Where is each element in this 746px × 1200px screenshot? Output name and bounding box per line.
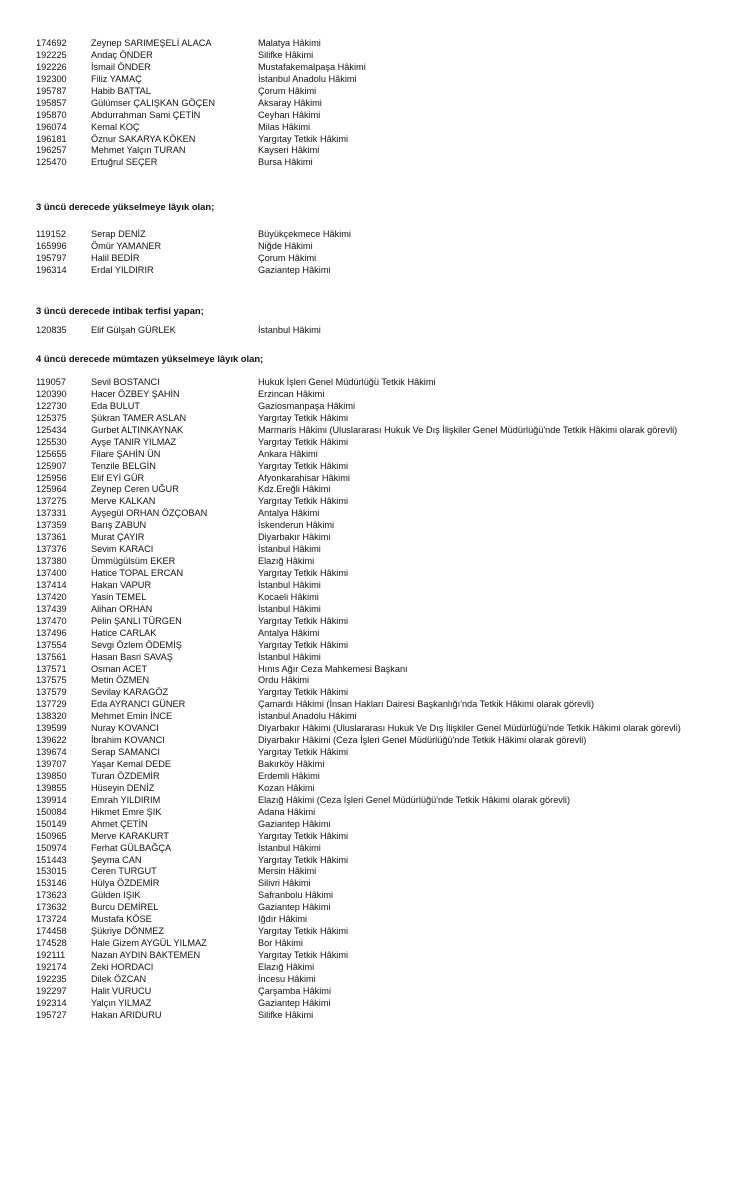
person-name: Hasan Basri SAVAŞ bbox=[91, 651, 173, 662]
list-item bbox=[36, 938, 736, 950]
assigned-post: Diyarbakır Hâkimi (Uluslararası Hukuk Ve Dış İlişkiler Genel Müdürlüğü'nde Tetkik Hâkimi olarak görevli) bbox=[258, 723, 681, 734]
assigned-post: Ordu Hâkimi bbox=[258, 675, 310, 686]
registry-number: 195870 bbox=[36, 109, 67, 120]
assigned-post: İstanbul Hâkimi bbox=[258, 603, 321, 614]
list-item bbox=[36, 843, 736, 855]
list-item bbox=[36, 496, 736, 508]
assigned-post: Bursa Hâkimi bbox=[258, 157, 313, 168]
list-item bbox=[36, 675, 736, 687]
person-name: Gülden IŞIK bbox=[91, 890, 141, 901]
assigned-post: Elazığ Hâkimi (Ceza İşleri Genel Müdürlüğü'nde Tetkik Hâkimi olarak görevli) bbox=[258, 794, 571, 805]
list-item bbox=[36, 974, 736, 986]
person-name: Merve KALKAN bbox=[91, 496, 156, 507]
person-name: Ceren TURGUT bbox=[91, 866, 157, 877]
list-item bbox=[36, 484, 736, 496]
registry-number: 174528 bbox=[36, 938, 67, 949]
assigned-post: Çorum Hâkimi bbox=[258, 85, 317, 96]
assigned-post: Silivri Hâkimi bbox=[258, 878, 311, 889]
person-name: Halit VURUCU bbox=[91, 985, 152, 996]
list-item bbox=[36, 902, 736, 914]
list-item bbox=[36, 819, 736, 831]
assigned-post: Elazığ Hâkimi bbox=[258, 961, 315, 972]
registry-number: 150084 bbox=[36, 806, 67, 817]
registry-number: 151443 bbox=[36, 854, 67, 865]
assigned-post: Diyarbakır Hâkimi bbox=[258, 532, 331, 543]
person-name: Andaç ÖNDER bbox=[91, 49, 153, 60]
assigned-post: Büyükçekmece Hâkimi bbox=[258, 229, 351, 239]
list-item bbox=[36, 556, 736, 568]
person-name: Hacer ÖZBEY ŞAHİN bbox=[91, 388, 180, 399]
list-item bbox=[36, 265, 736, 277]
registry-number: 173724 bbox=[36, 914, 67, 925]
list-item bbox=[36, 50, 736, 62]
assigned-post: Mersin Hâkimi bbox=[258, 866, 317, 877]
registry-number: 139622 bbox=[36, 735, 67, 746]
list-item bbox=[36, 986, 736, 998]
registry-number: 196181 bbox=[36, 133, 67, 144]
assigned-post: Yargıtay Tetkik Hâkimi bbox=[258, 687, 349, 698]
list-item bbox=[36, 926, 736, 938]
person-name: Hülya ÖZDEMİR bbox=[91, 878, 160, 889]
registry-number: 196074 bbox=[36, 121, 67, 132]
person-name: Mustafa KÖSE bbox=[91, 914, 152, 925]
person-name: Eda AYRANCI GÜNER bbox=[91, 699, 186, 710]
list-item bbox=[36, 389, 736, 401]
registry-number: 165996 bbox=[36, 240, 67, 251]
registry-number: 137380 bbox=[36, 556, 67, 567]
assigned-post: İstanbul Anadolu Hâkimi bbox=[258, 711, 357, 722]
assigned-post: Yargıtay Tetkik Hâkimi bbox=[258, 950, 349, 960]
assigned-post: İstanbul Hâkimi bbox=[258, 325, 321, 335]
assigned-post: İstanbul Hâkimi bbox=[258, 651, 321, 662]
person-name: Elif EYİ GÜR bbox=[91, 472, 145, 483]
registry-number: 139914 bbox=[36, 794, 67, 805]
person-name: Serap SAMANCI bbox=[91, 747, 160, 758]
list-item bbox=[36, 699, 736, 711]
assigned-post: Erzincan Hâkimi bbox=[258, 388, 325, 399]
list-item bbox=[36, 890, 736, 902]
registry-number: 125964 bbox=[36, 484, 67, 495]
registry-number: 137376 bbox=[36, 544, 67, 555]
person-name: Öznur SAKARYA KÖKEN bbox=[91, 133, 196, 144]
registry-number: 125655 bbox=[36, 448, 67, 459]
person-name: İsmail ÖNDER bbox=[91, 61, 151, 72]
person-name: Hatice CARLAK bbox=[91, 627, 157, 638]
list-item bbox=[36, 461, 736, 473]
assigned-post: Mustafakemalpaşa Hâkimi bbox=[258, 61, 366, 72]
registry-number: 137361 bbox=[36, 532, 67, 543]
registry-number: 137400 bbox=[36, 568, 67, 578]
section-heading-mumtazen: 4 üncü derecede mümtazen yükselmeye lâyık olan; bbox=[36, 353, 264, 364]
list-item bbox=[36, 711, 736, 723]
person-name: Hikmet Emre ŞIK bbox=[91, 806, 162, 817]
list-item bbox=[36, 652, 736, 664]
assigned-post: İstanbul Hâkimi bbox=[258, 579, 321, 590]
person-name: Turan ÖZDEMİR bbox=[91, 770, 160, 781]
registry-number: 192226 bbox=[36, 61, 67, 72]
list-group-3 bbox=[36, 325, 736, 337]
registry-number: 192235 bbox=[36, 973, 67, 984]
person-name: Ayşe TANIR YILMAZ bbox=[91, 436, 177, 447]
person-name: Sevil BOSTANCI bbox=[91, 377, 160, 387]
person-name: Sevgi Özlem ÖDEMİŞ bbox=[91, 639, 182, 650]
registry-number: 119057 bbox=[36, 377, 66, 387]
registry-number: 137579 bbox=[36, 687, 67, 698]
person-name: Zeki HORDACI bbox=[91, 961, 154, 972]
registry-number: 173632 bbox=[36, 902, 67, 913]
assigned-post: Yargıtay Tetkik Hâkimi bbox=[258, 133, 349, 144]
registry-number: 137470 bbox=[36, 615, 67, 626]
assigned-post: İstanbul Hâkimi bbox=[258, 544, 321, 555]
person-name: Serap DENİZ bbox=[91, 229, 146, 239]
person-name: Emrah YILDIRIM bbox=[91, 794, 161, 805]
assigned-post: İstanbul Hâkimi bbox=[258, 842, 321, 853]
person-name: Şeyma CAN bbox=[91, 854, 142, 865]
assigned-post: Antalya Hâkimi bbox=[258, 627, 320, 638]
person-name: Habib BATTAL bbox=[91, 85, 151, 96]
assigned-post: Iğdır Hâkimi bbox=[258, 914, 308, 925]
person-name: Gülümser ÇALIŞKAN GÖÇEN bbox=[91, 97, 216, 108]
person-name: Erdal YILDIRIR bbox=[91, 264, 154, 275]
assigned-post: Çamardı Hâkimi (İnsan Hakları Dairesi Başkanlığı'nda Tetkik Hâkimi olarak görevli) bbox=[258, 699, 595, 710]
list-item bbox=[36, 1010, 736, 1022]
list-item bbox=[36, 425, 736, 437]
assigned-post: Milas Hâkimi bbox=[258, 121, 311, 132]
person-name: Ferhat GÜLBAĞÇA bbox=[91, 842, 172, 853]
person-name: Yasin TEMEL bbox=[91, 591, 147, 602]
list-item bbox=[36, 544, 736, 556]
person-name: Dilek ÖZCAN bbox=[91, 973, 147, 984]
registry-number: 174692 bbox=[36, 38, 67, 48]
person-name: Yalçın YILMAZ bbox=[91, 997, 152, 1008]
registry-number: 137359 bbox=[36, 520, 67, 531]
list-item bbox=[36, 38, 736, 50]
registry-number: 192300 bbox=[36, 73, 67, 84]
registry-number: 195797 bbox=[36, 252, 67, 263]
registry-number: 137331 bbox=[36, 508, 67, 519]
list-item bbox=[36, 229, 736, 241]
list-item bbox=[36, 616, 736, 628]
person-name: Metin ÖZMEN bbox=[91, 675, 150, 686]
registry-number: 153015 bbox=[36, 866, 67, 877]
person-name: Elif Gülşah GÜRLEK bbox=[91, 325, 176, 335]
section-heading-yukselme: 3 üncü derecede yükselmeye lâyık olan; bbox=[36, 201, 215, 212]
assigned-post: Yargıtay Tetkik Hâkimi bbox=[258, 436, 349, 447]
list-item bbox=[36, 98, 736, 110]
person-name: Sevilay KARAGÖZ bbox=[91, 687, 169, 698]
assigned-post: Safranbolu Hâkimi bbox=[258, 890, 334, 901]
list-item bbox=[36, 401, 736, 413]
person-name: Hakan ARIDURU bbox=[91, 1009, 162, 1020]
list-item bbox=[36, 377, 736, 389]
list-item bbox=[36, 325, 736, 337]
assigned-post: Silifke Hâkimi bbox=[258, 1009, 314, 1020]
registry-number: 150974 bbox=[36, 842, 67, 853]
person-name: Gurbet ALTINKAYNAK bbox=[91, 424, 184, 435]
assigned-post: Antalya Hâkimi bbox=[258, 508, 320, 519]
person-name: Hüseyin DENİZ bbox=[91, 782, 155, 793]
assigned-post: Ceyhan Hâkimi bbox=[258, 109, 321, 120]
assigned-post: Yargıtay Tetkik Hâkimi bbox=[258, 854, 349, 865]
list-item bbox=[36, 807, 736, 819]
section-heading-intibak: 3 üncü derecede intibak terfisi yapan; bbox=[36, 305, 204, 316]
assigned-post: Erdemli Hâkimi bbox=[258, 770, 320, 781]
assigned-post: Kdz.Ereğli Hâkimi bbox=[258, 484, 331, 495]
person-name: Abdurrahman Sami ÇETİN bbox=[91, 109, 201, 120]
assigned-post: Yargıtay Tetkik Hâkimi bbox=[258, 639, 349, 650]
registry-number: 195857 bbox=[36, 97, 67, 108]
registry-number: 137575 bbox=[36, 675, 67, 686]
list-item bbox=[36, 831, 736, 843]
registry-number: 139855 bbox=[36, 782, 67, 793]
person-name: Alihan ORHAN bbox=[91, 603, 153, 614]
registry-number: 120390 bbox=[36, 388, 67, 399]
assigned-post: Kozan Hâkimi bbox=[258, 782, 315, 793]
list-item bbox=[36, 640, 736, 652]
registry-number: 192297 bbox=[36, 985, 67, 996]
list-group-1 bbox=[36, 38, 736, 169]
registry-number: 192225 bbox=[36, 49, 67, 60]
registry-number: 137496 bbox=[36, 627, 67, 638]
person-name: Şükriye DÖNMEZ bbox=[91, 926, 164, 937]
list-item bbox=[36, 950, 736, 962]
list-item bbox=[36, 747, 736, 759]
person-name: Kemal KOÇ bbox=[91, 121, 140, 132]
person-name: Merve KARAKURT bbox=[91, 830, 169, 841]
list-item bbox=[36, 253, 736, 265]
person-name: Filare ŞAHİN ÜN bbox=[91, 448, 161, 459]
person-name: Barış ZABUN bbox=[91, 520, 147, 531]
registry-number: 120835 bbox=[36, 325, 67, 335]
assigned-post: Ankara Hâkimi bbox=[258, 448, 318, 459]
list-item bbox=[36, 145, 736, 157]
registry-number: 195727 bbox=[36, 1009, 67, 1020]
registry-number: 137439 bbox=[36, 603, 67, 614]
list-item bbox=[36, 878, 736, 890]
registry-number: 125375 bbox=[36, 412, 67, 423]
person-name: Filiz YAMAÇ bbox=[91, 73, 142, 84]
list-item bbox=[36, 795, 736, 807]
list-item bbox=[36, 628, 736, 640]
list-item bbox=[36, 580, 736, 592]
assigned-post: Hınıs Ağır Ceza Mahkemesi Başkanı bbox=[258, 663, 408, 674]
assigned-post: İskenderun Hâkimi bbox=[258, 520, 335, 531]
person-name: Murat ÇAYIR bbox=[91, 532, 145, 543]
list-item bbox=[36, 449, 736, 461]
person-name: Şükran TAMER ASLAN bbox=[91, 412, 187, 423]
person-name: Mehmet Emin İNCE bbox=[91, 711, 173, 722]
assigned-post: Gaziantep Hâkimi bbox=[258, 264, 331, 275]
registry-number: 196257 bbox=[36, 145, 67, 156]
registry-number: 138320 bbox=[36, 711, 67, 722]
assigned-post: Malatya Hâkimi bbox=[258, 38, 321, 48]
list-item bbox=[36, 86, 736, 98]
list-item bbox=[36, 122, 736, 134]
person-name: Yaşar Kemal DEDE bbox=[91, 759, 171, 769]
registry-number: 125470 bbox=[36, 157, 67, 168]
registry-number: 192111 bbox=[36, 950, 66, 960]
person-name: Hale Gizem AYGÜL YILMAZ bbox=[91, 938, 207, 949]
assigned-post: Çarşamba Hâkimi bbox=[258, 985, 332, 996]
list-item bbox=[36, 520, 736, 532]
list-item bbox=[36, 473, 736, 485]
registry-number: 174458 bbox=[36, 926, 67, 937]
person-name: Nuray KOVANCI bbox=[91, 723, 159, 734]
person-name: İbrahim KOVANCI bbox=[91, 735, 165, 746]
registry-number: 139674 bbox=[36, 747, 67, 758]
assigned-post: Yargıtay Tetkik Hâkimi bbox=[258, 615, 349, 626]
list-item bbox=[36, 723, 736, 735]
person-name: Mehmet Yalçın TURAN bbox=[91, 145, 186, 156]
list-item bbox=[36, 771, 736, 783]
list-item bbox=[36, 783, 736, 795]
list-item bbox=[36, 998, 736, 1010]
assigned-post: Yargıtay Tetkik Hâkimi bbox=[258, 496, 349, 507]
registry-number: 192314 bbox=[36, 997, 67, 1008]
assigned-post: Bakırköy Hâkimi bbox=[258, 759, 325, 769]
assigned-post: Hukuk İşleri Genel Müdürlüğü Tetkik Hâkimi bbox=[258, 377, 436, 387]
list-item bbox=[36, 74, 736, 86]
assigned-post: Yargıtay Tetkik Hâkimi bbox=[258, 747, 349, 758]
list-item bbox=[36, 508, 736, 520]
assigned-post: Gaziantep Hâkimi bbox=[258, 902, 331, 913]
registry-number: 137275 bbox=[36, 496, 67, 507]
assigned-post: Marmaris Hâkimi (Uluslararası Hukuk Ve Dış İlişkiler Genel Müdürlüğü'nde Tetkik Hâkimi olarak görevli) bbox=[258, 424, 678, 435]
person-name: Pelin ŞANLI TÜRGEN bbox=[91, 615, 182, 626]
person-name: Burcu DEMİREL bbox=[91, 902, 159, 913]
registry-number: 139707 bbox=[36, 759, 67, 769]
person-name: Zeynep SARIMEŞELİ ALACA bbox=[91, 38, 212, 48]
registry-number: 137414 bbox=[36, 579, 67, 590]
registry-number: 196314 bbox=[36, 264, 67, 275]
list-group-2 bbox=[36, 229, 736, 277]
person-name: Hakan VAPUR bbox=[91, 579, 152, 590]
list-item bbox=[36, 413, 736, 425]
assigned-post: Silifke Hâkimi bbox=[258, 49, 314, 60]
assigned-post: Kocaeli Hâkimi bbox=[258, 591, 319, 602]
registry-number: 122730 bbox=[36, 400, 67, 411]
list-item bbox=[36, 866, 736, 878]
assigned-post: Aksaray Hâkimi bbox=[258, 97, 322, 108]
assigned-post: Afyonkarahisar Hâkimi bbox=[258, 472, 350, 483]
assigned-post: Yargıtay Tetkik Hâkimi bbox=[258, 568, 349, 578]
registry-number: 150965 bbox=[36, 830, 67, 841]
list-item bbox=[36, 568, 736, 580]
registry-number: 137561 bbox=[36, 651, 67, 662]
registry-number: 125956 bbox=[36, 472, 67, 483]
assigned-post: Bor Hâkimi bbox=[258, 938, 303, 949]
registry-number: 125434 bbox=[36, 424, 67, 435]
registry-number: 137420 bbox=[36, 591, 67, 602]
person-name: Zeynep Ceren UĞUR bbox=[91, 484, 179, 495]
list-item bbox=[36, 134, 736, 146]
registry-number: 150149 bbox=[36, 818, 67, 829]
person-name: Osman ACET bbox=[91, 663, 148, 674]
person-name: Nazan AYDIN BAKTEMEN bbox=[91, 950, 201, 960]
list-item bbox=[36, 855, 736, 867]
registry-number: 137729 bbox=[36, 699, 67, 710]
list-item bbox=[36, 241, 736, 253]
list-item bbox=[36, 532, 736, 544]
list-item bbox=[36, 914, 736, 926]
person-name: Sevim KARACI bbox=[91, 544, 154, 555]
list-item bbox=[36, 157, 736, 169]
list-item bbox=[36, 735, 736, 747]
person-name: Ertuğrul SEÇER bbox=[91, 157, 158, 168]
registry-number: 125530 bbox=[36, 436, 67, 447]
assigned-post: Gaziosmanpaşa Hâkimi bbox=[258, 400, 356, 411]
assigned-post: Yargıtay Tetkik Hâkimi bbox=[258, 926, 349, 937]
list-item bbox=[36, 62, 736, 74]
registry-number: 153146 bbox=[36, 878, 67, 889]
assigned-post: Yargıtay Tetkik Hâkimi bbox=[258, 830, 349, 841]
assigned-post: Yargıtay Tetkik Hâkimi bbox=[258, 412, 349, 423]
assigned-post: Gaziantep Hâkimi bbox=[258, 997, 331, 1008]
person-name: Ömür YAMANER bbox=[91, 240, 162, 251]
list-item bbox=[36, 664, 736, 676]
person-name: Ayşegül ORHAN ÖZÇOBAN bbox=[91, 508, 208, 519]
assigned-post: İncesu Hâkimi bbox=[258, 973, 316, 984]
person-name: Halil BEDİR bbox=[91, 252, 140, 263]
person-name: Eda BULUT bbox=[91, 400, 141, 411]
registry-number: 125907 bbox=[36, 460, 67, 471]
registry-number: 173623 bbox=[36, 890, 67, 901]
assigned-post: Kayseri Hâkimi bbox=[258, 145, 320, 156]
list-item bbox=[36, 110, 736, 122]
list-item bbox=[36, 437, 736, 449]
assigned-post: Elazığ Hâkimi bbox=[258, 556, 315, 567]
person-name: Ümmügülsüm EKER bbox=[91, 556, 176, 567]
list-group-4 bbox=[36, 377, 736, 1022]
registry-number: 192174 bbox=[36, 961, 67, 972]
assigned-post: Niğde Hâkimi bbox=[258, 240, 313, 251]
list-item bbox=[36, 962, 736, 974]
list-item bbox=[36, 604, 736, 616]
list-item bbox=[36, 592, 736, 604]
registry-number: 195787 bbox=[36, 85, 67, 96]
assigned-post: Diyarbakır Hâkimi (Ceza İşleri Genel Müdürlüğü'nde Tetkik Hâkimi olarak görevli) bbox=[258, 735, 587, 746]
assigned-post: Yargıtay Tetkik Hâkimi bbox=[258, 460, 349, 471]
person-name: Hatice TOPAL ERCAN bbox=[91, 568, 184, 578]
registry-number: 139599 bbox=[36, 723, 67, 734]
assigned-post: İstanbul Anadolu Hâkimi bbox=[258, 73, 357, 84]
assigned-post: Adana Hâkimi bbox=[258, 806, 316, 817]
assigned-post: Gaziantep Hâkimi bbox=[258, 818, 331, 829]
person-name: Ahmet ÇETİN bbox=[91, 818, 148, 829]
registry-number: 137554 bbox=[36, 639, 67, 650]
registry-number: 119152 bbox=[36, 229, 66, 239]
assigned-post: Çorum Hâkimi bbox=[258, 252, 317, 263]
registry-number: 139850 bbox=[36, 770, 67, 781]
list-item bbox=[36, 687, 736, 699]
registry-number: 137571 bbox=[36, 663, 67, 674]
list-item bbox=[36, 759, 736, 771]
person-name: Tenzile BELGİN bbox=[91, 460, 156, 471]
